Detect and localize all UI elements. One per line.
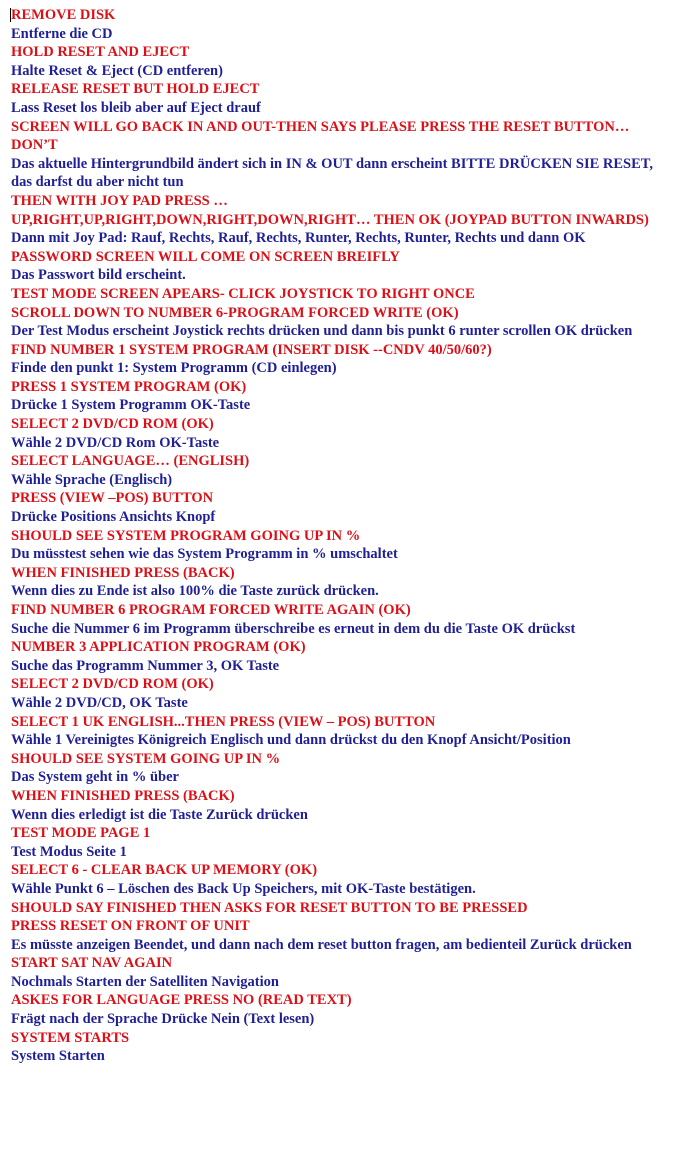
- instruction-german: Test Modus Seite 1: [11, 843, 127, 860]
- instruction-german: Wähle Punkt 6 – Löschen des Back Up Speichers, mit OK-Taste bestätigen.: [11, 880, 476, 897]
- instruction-german: Wähle 2 DVD/CD Rom OK-Taste: [11, 434, 220, 451]
- instruction-german: Der Test Modus erscheint Joystick rechts drücken und dann bis punkt 6 runter scrollen OK drücken: [11, 323, 633, 340]
- instruction-german: Drücke Positions Ansichts Knopf: [11, 509, 216, 526]
- instruction-german: Halte Reset & Eject (CD entferen): [11, 62, 223, 79]
- instruction-english: TEST MODE SCREEN APEARS- CLICK JOYSTICK TO RIGHT ONCE: [11, 285, 475, 302]
- instruction-english: TEST MODE PAGE 1: [11, 825, 151, 842]
- instruction-german: Das aktuelle Hintergrundbild ändert sich in IN & OUT dann erscheint BITTE DRÜCKEN SIE RESET, das darfst du aber nicht tun: [11, 155, 654, 191]
- instruction-german: Dann mit Joy Pad: Rauf, Rechts, Rauf, Rechts, Runter, Rechts, Runter, Rechts und dann OK: [11, 230, 586, 247]
- instruction-english: THEN WITH JOY PAD PRESS …: [11, 192, 228, 209]
- instruction-english: FIND NUMBER 1 SYSTEM PROGRAM (INSERT DISK --CNDV 40/50/60?): [11, 341, 492, 358]
- instruction-german: Suche das Programm Nummer 3, OK Taste: [11, 657, 280, 674]
- instruction-english: WHEN FINISHED PRESS (BACK): [11, 564, 235, 581]
- instruction-english: PRESS 1 SYSTEM PROGRAM (OK): [11, 378, 247, 395]
- instruction-english: SCREEN WILL GO BACK IN AND OUT-THEN SAYS PLEASE PRESS THE RESET BUTTON…DON’T: [11, 118, 630, 154]
- instruction-english: SHOULD SEE SYSTEM PROGRAM GOING UP IN %: [11, 527, 361, 544]
- instruction-english: PASSWORD SCREEN WILL COME ON SCREEN BREIFLY: [11, 248, 400, 265]
- instruction-english: SHOULD SEE SYSTEM GOING UP IN %: [11, 750, 281, 767]
- instruction-german: Du müsstest sehen wie das System Programm in % umschaltet: [11, 546, 398, 563]
- instruction-english: PRESS RESET ON FRONT OF UNIT: [11, 918, 250, 935]
- instruction-german: Wähle 2 DVD/CD, OK Taste: [11, 694, 188, 711]
- instruction-german: Finde den punkt 1: System Programm (CD einlegen): [11, 360, 337, 377]
- instruction-english: SCROLL DOWN TO NUMBER 6-PROGRAM FORCED WRITE (OK): [11, 304, 459, 321]
- instruction-german: System Starten: [11, 1048, 105, 1065]
- document-body: [11, 6, 661, 1066]
- instruction-english: SELECT 2 DVD/CD ROM (OK): [11, 676, 214, 693]
- instruction-german: Wenn dies zu Ende ist also 100% die Taste zurück drücken.: [11, 583, 379, 600]
- instruction-english: REMOVE DISK: [11, 7, 116, 23]
- instruction-german: Wähle Sprache (Englisch): [11, 471, 173, 488]
- instruction-english: HOLD RESET AND EJECT: [11, 44, 190, 61]
- instruction-german: Das Passwort bild erscheint.: [11, 267, 186, 284]
- instruction-english: WHEN FINISHED PRESS (BACK): [11, 787, 235, 804]
- instruction-english: PRESS (VIEW –POS) BUTTON: [11, 490, 214, 507]
- instruction-english: SELECT 1 UK ENGLISH...THEN PRESS (VIEW – POS) BUTTON: [11, 713, 436, 730]
- instruction-english: RELEASE RESET BUT HOLD EJECT: [11, 81, 260, 98]
- instruction-english: UP,RIGHT,UP,RIGHT,DOWN,RIGHT,DOWN,RIGHT… THEN OK (JOYPAD BUTTON INWARDS): [11, 211, 649, 228]
- instruction-german: Drücke 1 System Programm OK-Taste: [11, 397, 251, 414]
- instruction-english: SELECT LANGUAGE… (ENGLISH): [11, 453, 250, 470]
- instruction-german: Lass Reset los bleib aber auf Eject drauf: [11, 99, 261, 116]
- instruction-german: Entferne die CD: [11, 25, 113, 42]
- instruction-english: SELECT 2 DVD/CD ROM (OK): [11, 416, 214, 433]
- instruction-english: NUMBER 3 APPLICATION PROGRAM (OK): [11, 639, 306, 656]
- instruction-german: Wenn dies erledigt ist die Taste Zurück drücken: [11, 806, 308, 823]
- instruction-german: Nochmals Starten der Satelliten Navigation: [11, 973, 279, 990]
- instruction-german: Wähle 1 Vereinigtes Königreich Englisch und dann drückst du den Knopf Ansicht/Position: [11, 732, 571, 749]
- instruction-english: START SAT NAV AGAIN: [11, 955, 173, 972]
- instruction-english: SYSTEM STARTS: [11, 1029, 130, 1046]
- instruction-german: Suche die Nummer 6 im Programm überschreibe es erneut in dem du die Taste OK drückst: [11, 620, 576, 637]
- instruction-english: ASKES FOR LANGUAGE PRESS NO (READ TEXT): [11, 992, 352, 1009]
- instruction-german: Es müsste anzeigen Beendet, und dann nach dem reset button fragen, am bedienteil Zurück drücken: [11, 936, 632, 953]
- instruction-english: FIND NUMBER 6 PROGRAM FORCED WRITE AGAIN (OK): [11, 602, 411, 618]
- instruction-english: SHOULD SAY FINISHED THEN ASKS FOR RESET BUTTON TO BE PRESSED: [11, 899, 528, 916]
- instruction-german: Das System geht in % über: [11, 769, 179, 786]
- instruction-german: Frägt nach der Sprache Drücke Nein (Text lesen): [11, 1011, 315, 1028]
- instruction-english: SELECT 6 - CLEAR BACK UP MEMORY (OK): [11, 862, 318, 879]
